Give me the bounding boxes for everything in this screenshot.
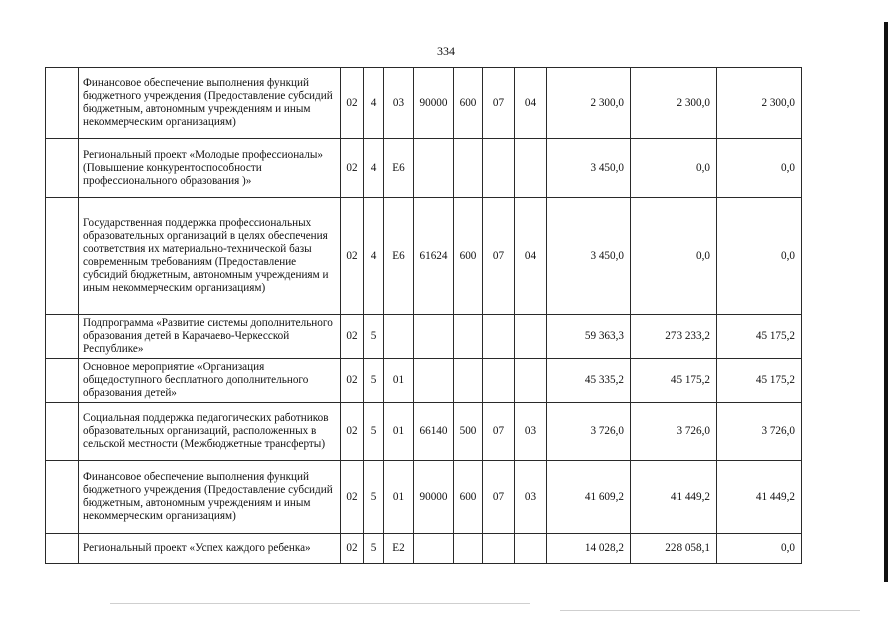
expense-type-code <box>454 315 483 359</box>
program-code: 02 <box>341 315 364 359</box>
section-code: 07 <box>483 403 515 461</box>
event-code: Е6 <box>384 139 414 198</box>
row-number-cell <box>46 315 79 359</box>
subprogram-code: 4 <box>364 139 384 198</box>
amount-year-2: 41 449,2 <box>631 461 717 534</box>
item-name: Социальная поддержка педагогических работников образовательных организаций, расположенных в сельской местности (Межбюджетные трансферты) <box>79 403 341 461</box>
subprogram-code: 5 <box>364 534 384 564</box>
scan-artifact-line <box>560 610 860 611</box>
table-row <box>46 198 802 315</box>
event-code: 01 <box>384 359 414 403</box>
event-code: 01 <box>384 461 414 534</box>
amount-year-2: 45 175,2 <box>631 359 717 403</box>
table-row <box>46 359 802 403</box>
subsection-code <box>515 534 547 564</box>
amount-year-3: 45 175,2 <box>717 359 802 403</box>
expense-type-code: 600 <box>454 461 483 534</box>
amount-year-3: 41 449,2 <box>717 461 802 534</box>
section-code: 07 <box>483 198 515 315</box>
direction-code: 90000 <box>414 68 454 139</box>
scan-edge-bar <box>884 22 888 582</box>
amount-year-2: 0,0 <box>631 198 717 315</box>
item-name: Региональный проект «Успех каждого ребенка» <box>79 534 341 564</box>
table-row <box>46 315 802 359</box>
program-code: 02 <box>341 359 364 403</box>
section-code <box>483 315 515 359</box>
budget-table <box>45 67 802 564</box>
subsection-code: 04 <box>515 198 547 315</box>
event-code <box>384 315 414 359</box>
program-code: 02 <box>341 139 364 198</box>
event-code: 01 <box>384 403 414 461</box>
amount-year-2: 2 300,0 <box>631 68 717 139</box>
subsection-code <box>515 315 547 359</box>
subprogram-code: 5 <box>364 461 384 534</box>
direction-code: 66140 <box>414 403 454 461</box>
table-row <box>46 68 802 139</box>
subprogram-code: 4 <box>364 68 384 139</box>
scan-artifact-line <box>110 603 530 604</box>
program-code: 02 <box>341 403 364 461</box>
amount-year-3: 0,0 <box>717 139 802 198</box>
item-name: Финансовое обеспечение выполнения функций бюджетного учреждения (Предоставление субсидий бюджетным, автономным учреждениям и иным некоммерческим организациям) <box>79 68 341 139</box>
row-number-cell <box>46 198 79 315</box>
section-code <box>483 359 515 403</box>
expense-type-code: 600 <box>454 198 483 315</box>
amount-year-3: 0,0 <box>717 534 802 564</box>
program-code: 02 <box>341 461 364 534</box>
subprogram-code: 5 <box>364 315 384 359</box>
expense-type-code <box>454 139 483 198</box>
amount-year-1: 3 450,0 <box>547 198 631 315</box>
event-code: 03 <box>384 68 414 139</box>
program-code: 02 <box>341 198 364 315</box>
table-row <box>46 461 802 534</box>
expense-type-code <box>454 534 483 564</box>
program-code: 02 <box>341 534 364 564</box>
amount-year-3: 3 726,0 <box>717 403 802 461</box>
direction-code <box>414 315 454 359</box>
subsection-code: 03 <box>515 403 547 461</box>
subprogram-code: 5 <box>364 359 384 403</box>
expense-type-code: 600 <box>454 68 483 139</box>
section-code: 07 <box>483 461 515 534</box>
section-code <box>483 534 515 564</box>
row-number-cell <box>46 534 79 564</box>
subsection-code <box>515 139 547 198</box>
direction-code <box>414 139 454 198</box>
amount-year-2: 273 233,2 <box>631 315 717 359</box>
amount-year-3: 2 300,0 <box>717 68 802 139</box>
expense-type-code: 500 <box>454 403 483 461</box>
row-number-cell <box>46 403 79 461</box>
expense-type-code <box>454 359 483 403</box>
amount-year-3: 0,0 <box>717 198 802 315</box>
section-code <box>483 139 515 198</box>
table-row <box>46 534 802 564</box>
item-name: Основное мероприятие «Организация общедоступного бесплатного дополнительного образования детей» <box>79 359 341 403</box>
direction-code <box>414 359 454 403</box>
item-name: Региональный проект «Молодые профессионалы» (Повышение конкурентоспособности профессионального образования )» <box>79 139 341 198</box>
amount-year-3: 45 175,2 <box>717 315 802 359</box>
item-name: Подпрограмма «Развитие системы дополнительного образования детей в Карачаево-Черкесской Республике» <box>79 315 341 359</box>
subsection-code: 04 <box>515 68 547 139</box>
amount-year-2: 0,0 <box>631 139 717 198</box>
amount-year-1: 59 363,3 <box>547 315 631 359</box>
amount-year-2: 228 058,1 <box>631 534 717 564</box>
program-code: 02 <box>341 68 364 139</box>
row-number-cell <box>46 139 79 198</box>
subsection-code <box>515 359 547 403</box>
event-code: Е2 <box>384 534 414 564</box>
table-row <box>46 139 802 198</box>
amount-year-1: 41 609,2 <box>547 461 631 534</box>
subprogram-code: 5 <box>364 403 384 461</box>
section-code: 07 <box>483 68 515 139</box>
direction-code: 90000 <box>414 461 454 534</box>
item-name: Финансовое обеспечение выполнения функций бюджетного учреждения (Предоставление субсидий бюджетным, автономным учреждениям и иным некоммерческим организациям) <box>79 461 341 534</box>
direction-code <box>414 534 454 564</box>
subsection-code: 03 <box>515 461 547 534</box>
page-number: 334 <box>437 44 455 58</box>
amount-year-1: 3 726,0 <box>547 403 631 461</box>
row-number-cell <box>46 359 79 403</box>
subprogram-code: 4 <box>364 198 384 315</box>
row-number-cell <box>46 461 79 534</box>
amount-year-1: 2 300,0 <box>547 68 631 139</box>
amount-year-1: 45 335,2 <box>547 359 631 403</box>
event-code: Е6 <box>384 198 414 315</box>
direction-code: 61624 <box>414 198 454 315</box>
item-name: Государственная поддержка профессиональных образовательных организаций в целях обеспечения соответствия их материально-технической базы современным требованиям (Предоставление субсидий бюджетным, автономным учреждениям и иным некоммерческим организациям) <box>79 198 341 315</box>
table-row <box>46 403 802 461</box>
amount-year-2: 3 726,0 <box>631 403 717 461</box>
amount-year-1: 14 028,2 <box>547 534 631 564</box>
amount-year-1: 3 450,0 <box>547 139 631 198</box>
row-number-cell <box>46 68 79 139</box>
